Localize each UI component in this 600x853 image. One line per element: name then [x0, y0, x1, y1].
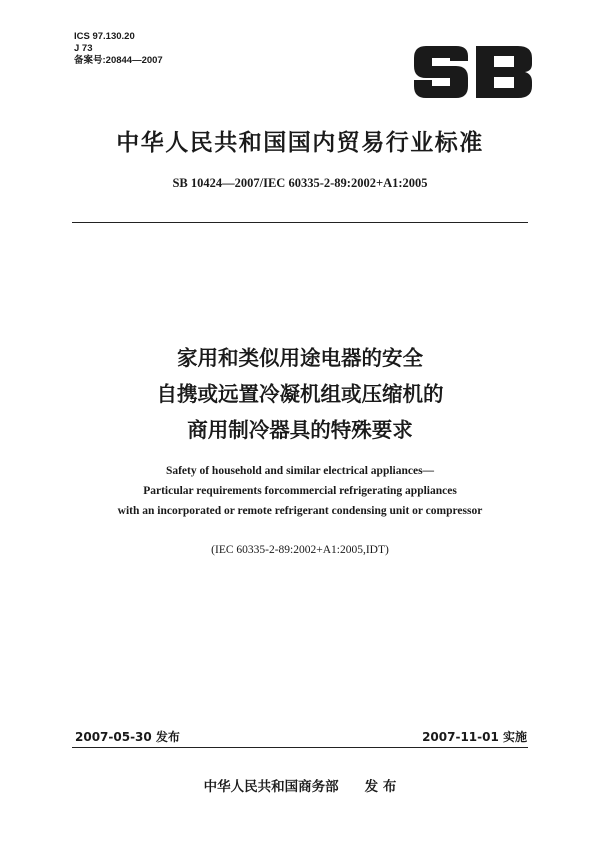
classification-codes — [74, 31, 163, 67]
sb-logo — [412, 44, 534, 100]
implementation-date: 2007-11-01 实施 — [422, 730, 527, 744]
english-title-line-2: Particular requirements forcommercial refrigerating appliances — [143, 485, 457, 497]
issue-date: 2007-05-30 发布 — [75, 730, 180, 744]
header-divider — [72, 222, 528, 223]
english-title — [0, 461, 600, 521]
record-number: 备案号:20844—2007 — [74, 55, 163, 66]
publisher-action: 发 布 — [364, 779, 397, 795]
publisher-line — [0, 775, 600, 795]
org-title: 中华人民共和国国内贸易行业标准 — [116, 130, 484, 156]
chinese-title-line-1: 家用和类似用途电器的安全 — [177, 346, 423, 370]
english-title-line-1: Safety of household and similar electrical appliances— — [165, 465, 435, 477]
chinese-title-line-2: 自携或远置冷凝机组或压缩机的 — [156, 382, 444, 406]
footer-divider — [72, 747, 528, 748]
standard-number: SB 10424—2007/IEC 60335-2-89:2002+A1:2005 — [172, 176, 428, 190]
chinese-title — [0, 340, 600, 448]
equivalence-note: (IEC 60335-2-89:2002+A1:2005,IDT) — [211, 544, 389, 556]
publisher-name: 中华人民共和国商务部 — [203, 779, 339, 795]
english-title-line-3: with an incorporated or remote refrigerant condensing unit or compressor — [117, 505, 483, 517]
ccs-code: J 73 — [74, 43, 93, 54]
ics-code: ICS 97.130.20 — [74, 31, 135, 42]
chinese-title-line-3: 商用制冷器具的特殊要求 — [187, 418, 413, 442]
